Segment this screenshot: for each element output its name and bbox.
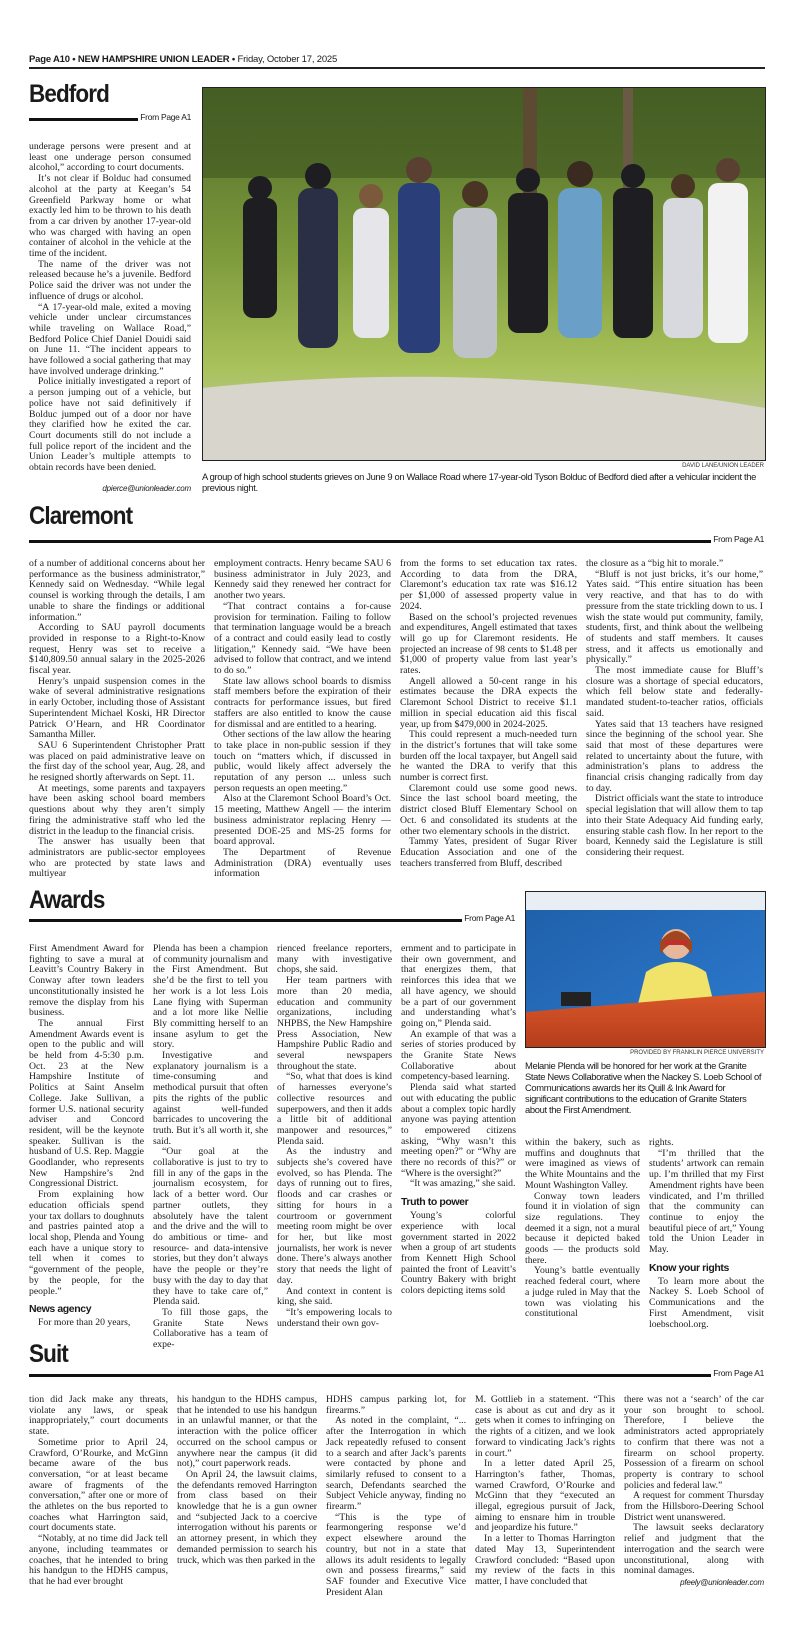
paragraph: The annual First Amendment Awards event is open to the public and will be held from 4-5:30 p.m. Oct. 23 at the New Hampshire Institute of Politics at Saint Anselm College. Jake Sullivan, a former U.S. national security adviser and Concord resident, will be the keynote speaker. Sullivan is the husband of U.S. Rep. Maggie Goodlander, who represents New Hampshire’s 2nd Congressional District. [29, 1017, 144, 1190]
paragraph: within the bakery, such as muffins and doughnuts that were imagined as views of the White Mountains and the Mount Washington Valley. [525, 1137, 640, 1191]
paragraph: “I’m thrilled that the students’ artwork can remain up. I’m thrilled that my First Amendment rights have been vindicated, and I’m thrilled that the community can continue to enjoy the beautiful piece of art,” Young told the Union Leader in May. [649, 1147, 764, 1256]
paragraph: rights. [649, 1137, 674, 1148]
from-page-label: From Page A1 [713, 1368, 764, 1378]
page-number: Page A10 [29, 54, 70, 65]
paragraph: from the forms to set education tax rates. According to data from the DRA, Claremont’s education tax rate was $16.12 per $1,000 of assessed property value in 2024. [400, 558, 577, 612]
paragraph: Claremont could use some good news. Since the last school board meeting, the district closed Bluff Elementary School on Oct. 6 and consolidated its students at the other two elementary schools in the district. [400, 782, 577, 837]
paragraph: The answer has usually been that administrators are public-sector employees who are protected by state laws and multiyear [29, 836, 205, 880]
jump-line [29, 110, 191, 122]
subheading: Know your rights [649, 1261, 729, 1274]
article-column [29, 944, 144, 1329]
section-heading-bedford: Bedford [29, 80, 109, 108]
paragraph: Sometime prior to April 24, Crawford, O’Rourke, and McGinn became aware of the bus conversation, “or at least became aware of fragments of the conversation,” after one or more of the athletes on the bus reported to coaches what Harrington said, court documents state. [29, 1436, 168, 1534]
section-heading-awards: Awards [29, 886, 105, 914]
byline-email: pfeely@unionleader.com [680, 1578, 764, 1587]
page-header [29, 54, 337, 65]
article-column [475, 1395, 615, 1588]
paragraph: “That contract contains a for-cause provision for termination. Failing to follow that termination language would be a breach of a contract and could easily lead to costly litigation,” Kennedy said. “We have been advised to follow that contract, and we intend to do so.” [214, 600, 392, 677]
article-column [326, 1395, 466, 1598]
paragraph: The Department of Revenue Administration (DRA) eventually uses information [214, 846, 391, 880]
paragraph: there was not a ‘search’ of the car your son brought to school. Therefore, I believe the administrators acted appropriately to confirm that there was not a firearm on school property. Possession of a firearm on school property is contrary to school policies and federal law.” [624, 1394, 764, 1491]
paragraph: As the industry and subjects she’s covered have evolved, so has Plenda. The days of running out to fires, floods and car crashes or sitting for hours in a courtroom or government meeting room might be over for her, but like most journalists, her work is never done. There’s always another story that needs the light of day. [277, 1146, 392, 1286]
paragraph: underage persons were present and at least one underage person consumed alcohol,” according to court documents. [29, 141, 191, 174]
paragraph: Henry’s unpaid suspension comes in the wake of several administrative resignations in early October, including those of Assistant Superintendent Michael Koski, HR Director Patrick O’Hearn, and HR Coordinator Samantha Miller. [29, 675, 205, 741]
paragraph: District officials want the state to introduce special legislation that will allow them to tap into their State Adequacy Aid funding early, ensuring stable cash flow. In her report to the board, Kennedy said the Legislature is still considering their request. [586, 793, 763, 858]
paragraph: employment contracts. Henry became SAU 6 business administrator in July 2023, and Kennedy said they renewed her contract for another two years. [214, 558, 391, 602]
paragraph: It’s not clear if Bolduc had consumed alcohol at the party at Keegan’s 54 Greenfield Parkway home or what exactly led him to be thrown to his death from a car driven by another 17-year-old who was charged with having an open container of alcohol in the vehicle at the time of the incident. [29, 173, 191, 260]
paragraph: “This is the type of fearmongering response we’d expect elsewhere around the country, but not in a state that allows its adult residents to legally own and possess firearms,” said SAF founder and Executive Vice President Alan [326, 1511, 466, 1598]
article-column [214, 559, 391, 880]
paragraph: The name of the driver was not released because he’s a juvenile. Bedford Police said the driver was not under the influence of drugs or alcohol. [29, 258, 191, 302]
from-page-label: From Page A1 [464, 913, 515, 923]
paragraph: The lawsuit seeks declaratory relief and judgment that the interrogation and the search were unconstitutional, along with nominal damages. [624, 1522, 764, 1577]
article-column [649, 1138, 764, 1330]
paragraph: “It was amazing,” she said. [410, 1178, 516, 1190]
photo-credit: DAVID LANE/UNION LEADER [682, 463, 764, 469]
jump-line [29, 1366, 764, 1378]
paragraph: The most immediate cause for Bluff’s closure was a shortage of special educators, which fell below state and federally-mandated student-to-teacher ratios, officials said. [586, 665, 763, 719]
paragraph: Yates said that 13 teachers have resigned since the beginning of the school year. She said that most of these departures were related to uncertainty about the future, with administration’s plans to address the financial crisis changing radically from day to day. [586, 718, 763, 794]
byline-email: dpierce@unionleader.com [102, 484, 191, 493]
paragraph: “A 17-year-old male, exited a moving vehicle under unclear circumstances while traveling on Wallace Road,” Bedford Police Chief Daniel Douidi said on June 11. “The incident appears to have followed a social gathering that may have involved underage drinking.” [29, 301, 191, 377]
paragraph: ernment and to participate in their own government, and that energizes them, that reinforces this idea that we all have agency, we should be a part of our government and understanding what’s going on,” Plenda said. [401, 943, 516, 1029]
paragraph: According to SAU payroll documents provided in response to a Right-to-Know request, Henry was set to receive a $140,809.50 annual salary in the 2025-2026 fiscal year. [29, 622, 205, 677]
divider [29, 919, 462, 922]
section-heading-claremont: Claremont [29, 502, 133, 530]
paragraph: tion did Jack make any threats, violate any laws, or speak inappropriately,” court documents state. [29, 1394, 168, 1438]
divider [29, 118, 138, 121]
paragraph: Also at the Claremont School Board’s Oct. 15 meeting, Matthew Angell — the interim business administrator replacing Henry — presented DOE-25 and MS-25 forms for board approval. [214, 793, 391, 848]
issue-date: Friday, October 17, 2025 [237, 54, 338, 65]
paragraph: Plenda said what started out with educating the public about a complex topic hardly anyone was paying attention to empowered citizens asking, “Why wasn’t this meeting open?” or “Why are there no records of this?” or “Where is the oversight?” [401, 1082, 516, 1179]
article-column [153, 944, 268, 1351]
paragraph: In a letter dated April 25, Harrington’s father, Thomas, warned Crawford, O’Rourke and McGinn that they “executed an illegal, egregious pursuit of Jack, aiming to ensnare him in trouble and jeopardize his future.” [475, 1458, 615, 1534]
from-page-label: From Page A1 [140, 112, 191, 122]
jump-line [29, 532, 764, 544]
paragraph: On April 24, the lawsuit claims, the defendants removed Harrington from class based on their knowledge that he is a gun owner and “subjected Jack to a coercive interrogation without his parents or an attorney present, in which they demanded permission to search his truck, which was then parked in the [177, 1468, 317, 1566]
paragraph: Conway town leaders found it in violation of sign size regulations. They deemed it a sign, not a mural because it depicted baked goods — the products sold there. [525, 1190, 640, 1266]
paragraph: Young’s battle eventually reached federal court, where a judge ruled in May that the town was violating his constitutional [525, 1265, 640, 1320]
article-column [525, 1138, 640, 1320]
article-column [401, 944, 516, 1297]
photo-caption: A group of high school students grieves on June 9 on Wallace Road where 17-year-old Tyson Bolduc of Bedford died after a vehicular incident the previous night. [202, 471, 756, 493]
paragraph: his handgun to the HDHS campus, that he intended to use his handgun in an unlawful manner, or that the interaction with the police officer occurred on the school campus or anywhere near the campus (it did not),” court paperwork reads. [177, 1394, 317, 1470]
melanie-plenda-image [526, 892, 765, 1047]
divider [29, 540, 711, 543]
paragraph: At meetings, some parents and taxpayers have been asking school board members questions about why they aren’t simply firing the administrative staff who led the district in the leadup to the financial crisis. [29, 782, 205, 837]
paper-name: NEW HAMPSHIRE UNION LEADER [77, 54, 230, 65]
paragraph: To learn more about the Nackey S. Loeb School of Communications and the First Amendment, visit loebschool.org. [649, 1275, 764, 1330]
divider [29, 1374, 711, 1377]
paragraph: Investigative and explanatory journalism is a time-consuming and methodical pursuit that often pits the rights of the public against well-funded barricades to uncovering the truth. But it’s all worth it, she said. [153, 1050, 268, 1147]
paragraph: “It’s empowering locals to understand their own gov- [277, 1306, 392, 1329]
separator: • [72, 54, 76, 65]
paragraph: From explaining how education officials spend your tax dollars to doughnuts and pastries painted atop a local shop, Plenda and Young each have a unique story to tell when it comes to “government of the people, by the people, for the people.” [29, 1189, 144, 1297]
article-column [29, 559, 205, 880]
jump-line [29, 911, 515, 923]
article-column [277, 944, 392, 1329]
article-column [29, 142, 191, 474]
paragraph: In a letter to Thomas Harrington dated May 13, Superintendent Crawford concluded: “Based upon my review of the facts in this matter, I have concluded that [475, 1533, 615, 1587]
paragraph: of a number of additional concerns about her performance as the business administrator,” Kennedy said on Wednesday. “While legal counsel is working through the details, I am unable to share the findings or additional information.” [29, 558, 205, 623]
paragraph: Plenda has been a champion of community journalism and the First Amendment. But she’d be the first to tell you her work is a lot less Lois Lane flying with Superman and a lot more like Nellie Bly committing herself to an insane asylum to get the story. [153, 943, 268, 1051]
photo-students-grieving [202, 87, 766, 461]
paragraph: “So, what that does is kind of harnesses everyone’s collective resources and superpowers, and then it adds a little bit of additional manpower and resources,” Plenda said. [277, 1071, 392, 1147]
paragraph: To fill those gaps, the Granite State News Collaborative has a team of expe- [153, 1306, 268, 1351]
paragraph: “Bluff is not just bricks, it’s our home,” Yates said. “This entire situation has been very reactive, and that has to do with pressure from the state trickling down to us. I wish the state would put community, family, students, first, and think about the wellbeing of students and staff members. It causes stress, and it affects us emotionally and physically.” [586, 568, 763, 666]
grieving-students-image [203, 88, 765, 460]
photo-caption: Melanie Plenda will be honored for her work at the Granite State News Collaborative when the Nackey S. Loeb School of Communications awards her its Quill & Ink Award for significant contributions to the education of Granite Staters about the First Amendment. [525, 1060, 762, 1115]
paragraph: Her team partners with more than 20 media, education and community organizations, including NHPBS, the New Hampshire Press Association, New Hampshire Public Radio and several newspapers throughout the state. [277, 975, 392, 1072]
paragraph: “Notably, at no time did Jack tell anyone, including teammates or coaches, that he intended to bring his handgun to the HDHS campus, that he had ever brought [29, 1533, 168, 1587]
header-rule [29, 67, 765, 69]
paragraph: rienced freelance reporters, many with investigative chops, she said. [277, 943, 392, 976]
paragraph: As noted in the complaint, “... after the Interrogation in which Jack repeatedly refused to consent to a search and after Jack’s parents were contacted by phone and similarly refused to consent to a search, Defendants searched the Subject Vehicle anyway, finding no firearm.” [326, 1415, 466, 1513]
section-heading-suit: Suit [29, 1340, 68, 1368]
paragraph: SAU 6 Superintendent Christopher Pratt was placed on paid administrative leave on the first day of the school year, Aug. 28, and he resigned shortly afterwards on Sept. 11. [29, 739, 205, 784]
paragraph: Young’s colorful experience with local government started in 2022 when a group of art students from Kennett High School painted the front of Leavitt’s Country Bakery with bright colors depicting items sold [401, 1210, 516, 1297]
article-column [400, 559, 577, 869]
separator: • [231, 54, 236, 65]
paragraph: “Our goal at the collaborative is just to try to fill in any of the gaps in the journalism ecosystem, for lack of a better word. Our partner outlets, they absolutely have the talent and the drive and the will to do ambitious or time- and resource- and data-intensive stories, but they don’t always have the people or they’re busy with the day to day that they have to take care of,” Plenda said. [153, 1146, 268, 1308]
paragraph: For more than 20 years, [38, 1317, 131, 1329]
from-page-label: From Page A1 [713, 534, 764, 544]
paragraph: State law allows school boards to dismiss staff members before the expiration of their contracts for performance issues, but fired staffers are also entitled to know the cause for dismissal and are entitled to a hearing. [214, 675, 391, 730]
paragraph: Police initially investigated a report of a person jumping out of a vehicle, but police have not said definitively if Bolduc jumped out of a door nor have they clarified how he exited the car. Court documents still do not include a full police report of the incident and the Union Leader’s multiple attempts to obtain records have been denied. [29, 376, 191, 474]
paragraph: And context in content is king, she said. [277, 1285, 392, 1308]
paragraph: First Amendment Award for fighting to save a mural at Leavitt’s Country Bakery in Conway after town leaders unconstitutionally insisted he remove the display from his business. [29, 943, 144, 1019]
paragraph: HDHS campus parking lot, for firearms.” [326, 1394, 466, 1416]
paragraph: Tammy Yates, president of Sugar River Education Association and one of the teachers transferred from Bluff, described [400, 836, 577, 869]
article-column [177, 1395, 317, 1566]
article-column [29, 1395, 168, 1588]
paragraph: This could represent a much-needed turn in the district’s fortunes that will take some burden off the local taxpayer, but Angell said he wanted the DRA to verify that this number is correct first. [400, 729, 577, 784]
paragraph: M. Gottlieb in a statement. “This case is about as cut and dry as it gets when it comes to infringing on the rights of a citizen, and we look forward to vindicating Jack’s rights in court.” [475, 1394, 615, 1459]
paragraph: A request for comment Thursday from the Hillsboro-Deering School District went unanswered. [624, 1490, 764, 1523]
paragraph: Angell allowed a 50-cent range in his estimates because the DRA expects the Claremont School District to receive $1.1 million in special education aid this fiscal year, up from $479,000 in 2024-2025. [400, 675, 577, 730]
paragraph: the closure as a “big hit to morale.” [586, 558, 724, 569]
subheading: News agency [29, 1303, 92, 1316]
article-column [586, 559, 763, 859]
photo-melanie-plenda [525, 891, 766, 1048]
article-column [624, 1395, 764, 1577]
photo-credit: PROVIDED BY FRANKLIN PIERCE UNIVERSITY [630, 1050, 764, 1056]
paragraph: Other sections of the law allow the hearing to take place in non-public session if they touch on “matters which, if discussed in public, would likely affect adversely the reputation of any person ... unless such person requests an open meeting.” [214, 729, 391, 794]
paragraph: An example of that was a series of stories produced by the Granite State News Collaborative about competency-based learning. [401, 1028, 516, 1083]
subheading: Truth to power [401, 1196, 469, 1209]
paragraph: Based on the school’s projected revenues and expenditures, Angell estimated that taxes will go up for Claremont residents. He projected an increase of 98 cents to $1.48 per $1,000 of property value from last year’s rates. [400, 611, 577, 677]
